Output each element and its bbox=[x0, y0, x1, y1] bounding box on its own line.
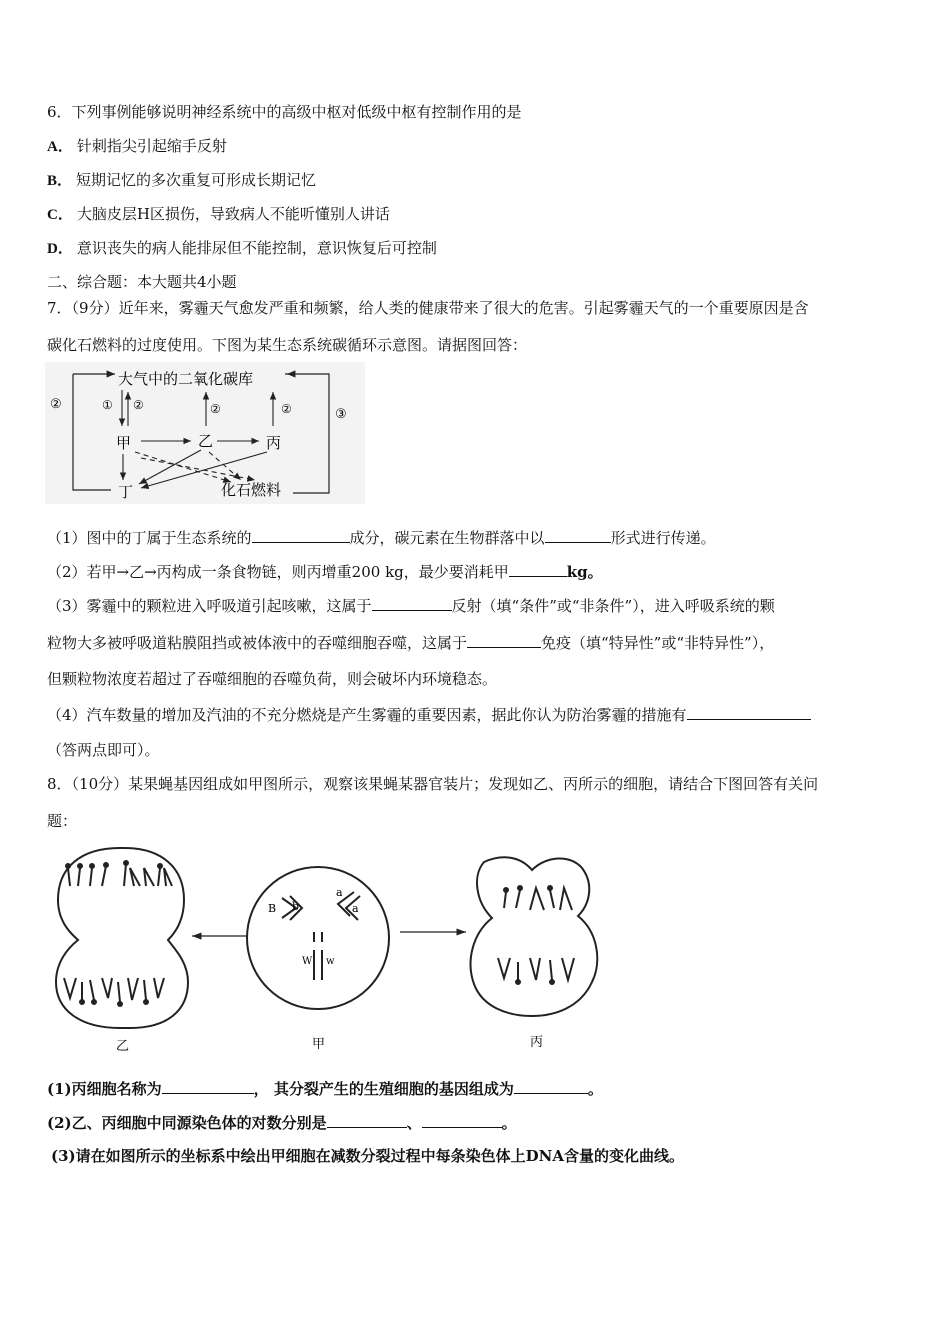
answer-blank[interactable] bbox=[509, 561, 567, 577]
cell-bing-outline bbox=[471, 857, 598, 1016]
q8-part2 bbox=[47, 1112, 517, 1133]
answer-blank[interactable] bbox=[514, 1078, 588, 1094]
node-yi: 乙 bbox=[198, 432, 214, 450]
answer-blank[interactable] bbox=[327, 1112, 407, 1128]
cell-yi-chromosomes-top bbox=[66, 861, 172, 886]
q7-p3-text-d: 免疫（填“特异性”或“非特异性”）， bbox=[541, 634, 775, 652]
answer-blank[interactable] bbox=[162, 1078, 254, 1094]
option-text: 意识丧失的病人能排尿但不能控制，意识恢复后可控制 bbox=[76, 239, 437, 257]
cell-jia-outline bbox=[247, 867, 389, 1009]
section-title: 二、综合题：本大题共4小题 bbox=[47, 273, 237, 291]
cell-bing-chromosomes-top bbox=[504, 886, 572, 910]
option-letter: C． bbox=[47, 207, 73, 223]
option-letter: A． bbox=[47, 139, 73, 155]
q6-option-a bbox=[47, 136, 227, 157]
circle-2-bing: ② bbox=[281, 402, 292, 416]
q7-stem-line1: 7．（9分）近年来，雾霾天气愈发严重和频繁，给人类的健康带来了很大的危害。引起雾霾天气的一个重要原因是含 bbox=[47, 299, 809, 317]
atmosphere-label: 大气中的二氧化碳库 bbox=[118, 370, 254, 388]
label-bing: 丙 bbox=[530, 1035, 544, 1050]
answer-blank[interactable] bbox=[422, 1112, 502, 1128]
q7-p1-text-a: （1）图中的丁属于生态系统的 bbox=[47, 529, 252, 547]
circle-2-jia: ② bbox=[133, 398, 144, 412]
circle-2-left: ② bbox=[50, 397, 62, 412]
q8-part3: (3)请在如图所示的坐标系中绘出甲细胞在减数分裂过程中每条染色体上DNA含量的变化曲线。 bbox=[51, 1147, 684, 1165]
q8-part1 bbox=[47, 1078, 603, 1099]
q7-p1-text-b: 成分，碳元素在生物群落中以 bbox=[349, 529, 545, 547]
gene-w: w bbox=[326, 956, 335, 967]
label-jia: 甲 bbox=[312, 1037, 326, 1052]
circle-1: ① bbox=[102, 398, 113, 412]
q7-p3-text-b: 反射（填“条件”或“非条件”），进入呼吸系统的颗 bbox=[451, 597, 775, 615]
q6-option-c bbox=[47, 204, 390, 225]
q7-part3-end: 但颗粒物浓度若超过了吞噬细胞的吞噬负荷，则会破坏内环境稳态。 bbox=[47, 670, 498, 688]
q7-part4-cont: （答两点即可）。 bbox=[47, 741, 160, 759]
carbon-cycle-diagram bbox=[45, 362, 365, 504]
q7-part3 bbox=[47, 595, 775, 616]
q6-stem: 6．下列事例能够说明神经系统中的高级中枢对低级中枢有控制作用的是 bbox=[47, 103, 522, 121]
cell-division-diagram bbox=[50, 838, 610, 1056]
q7-p2-text-a: （2）若甲→乙→丙构成一条食物链，则丙增重200 kg，最少要消耗甲 bbox=[47, 563, 509, 581]
q6-option-b bbox=[47, 170, 316, 191]
gene-B: B bbox=[268, 902, 277, 915]
label-yi: 乙 bbox=[116, 1039, 130, 1054]
q8-stem-line2: 题： bbox=[47, 812, 78, 830]
q7-stem-line2: 碳化石燃料的过度使用。下图为某生态系统碳循环示意图。请据图回答： bbox=[47, 336, 528, 354]
answer-blank[interactable] bbox=[545, 527, 611, 543]
answer-blank[interactable] bbox=[687, 704, 811, 720]
q8-p1-text-b: ， 其分裂产生的生殖细胞的基因组成为 bbox=[253, 1080, 514, 1098]
q7-part1 bbox=[47, 527, 716, 548]
option-text: 短期记忆的多次重复可形成长期记忆 bbox=[76, 171, 317, 189]
answer-blank[interactable] bbox=[252, 527, 350, 543]
circle-2-yi: ② bbox=[210, 402, 221, 416]
option-letter: B． bbox=[47, 173, 73, 189]
node-fossil: 化石燃料 bbox=[221, 481, 282, 499]
q6-option-d bbox=[47, 238, 437, 259]
q7-p2-text-b: kg。 bbox=[566, 563, 603, 581]
q8-p2-text-b: 、 bbox=[406, 1114, 422, 1132]
q7-p3-text-a: （3）雾霾中的颗粒进入呼吸道引起咳嗽，这属于 bbox=[47, 597, 372, 615]
answer-blank[interactable] bbox=[467, 632, 541, 648]
q8-p1-text-c: 。 bbox=[587, 1080, 603, 1098]
gene-a-side: a bbox=[352, 902, 359, 915]
gene-b: b bbox=[292, 900, 300, 913]
q7-p4-text-a: （4）汽车数量的增加及汽油的不充分燃烧是产生雾霾的重要因素，据此你认为防治雾霾的措施有 bbox=[47, 706, 687, 724]
q7-part2 bbox=[47, 561, 603, 582]
gene-W: W bbox=[302, 956, 313, 967]
q7-p3-text-c: 粒物大多被呼吸道粘膜阻挡或被体液中的吞噬细胞吞噬，这属于 bbox=[47, 634, 468, 652]
q7-part4 bbox=[47, 704, 811, 725]
node-jia: 甲 bbox=[116, 434, 132, 452]
gene-a-top: a bbox=[336, 886, 343, 899]
q8-p2-text-c: 。 bbox=[501, 1114, 517, 1132]
option-text: 大脑皮层H区损伤，导致病人不能听懂别人讲话 bbox=[76, 205, 390, 223]
q7-p1-text-c: 形式进行传递。 bbox=[610, 529, 716, 547]
cell-yi-chromosomes-bottom bbox=[64, 978, 164, 1006]
cell-bing-chromosomes-bottom bbox=[498, 958, 574, 984]
q7-part3-cont bbox=[47, 632, 774, 653]
q8-stem-line1: 8．（10分）某果蝇基因组成如甲图所示，观察该果蝇某器官装片；发现如乙、丙所示的细胞，请结合下图回答有关问 bbox=[47, 775, 819, 793]
option-letter: D． bbox=[47, 241, 73, 257]
answer-blank[interactable] bbox=[372, 595, 452, 611]
node-bing: 丙 bbox=[266, 434, 282, 452]
node-ding: 丁 bbox=[118, 483, 134, 501]
q8-p1-text-a: (1)丙细胞名称为 bbox=[47, 1080, 162, 1098]
option-text: 针刺指尖引起缩手反射 bbox=[76, 137, 227, 155]
circle-3-right: ③ bbox=[335, 407, 347, 422]
q8-p2-text-a: (2)乙、丙细胞中同源染色体的对数分别是 bbox=[47, 1114, 327, 1132]
